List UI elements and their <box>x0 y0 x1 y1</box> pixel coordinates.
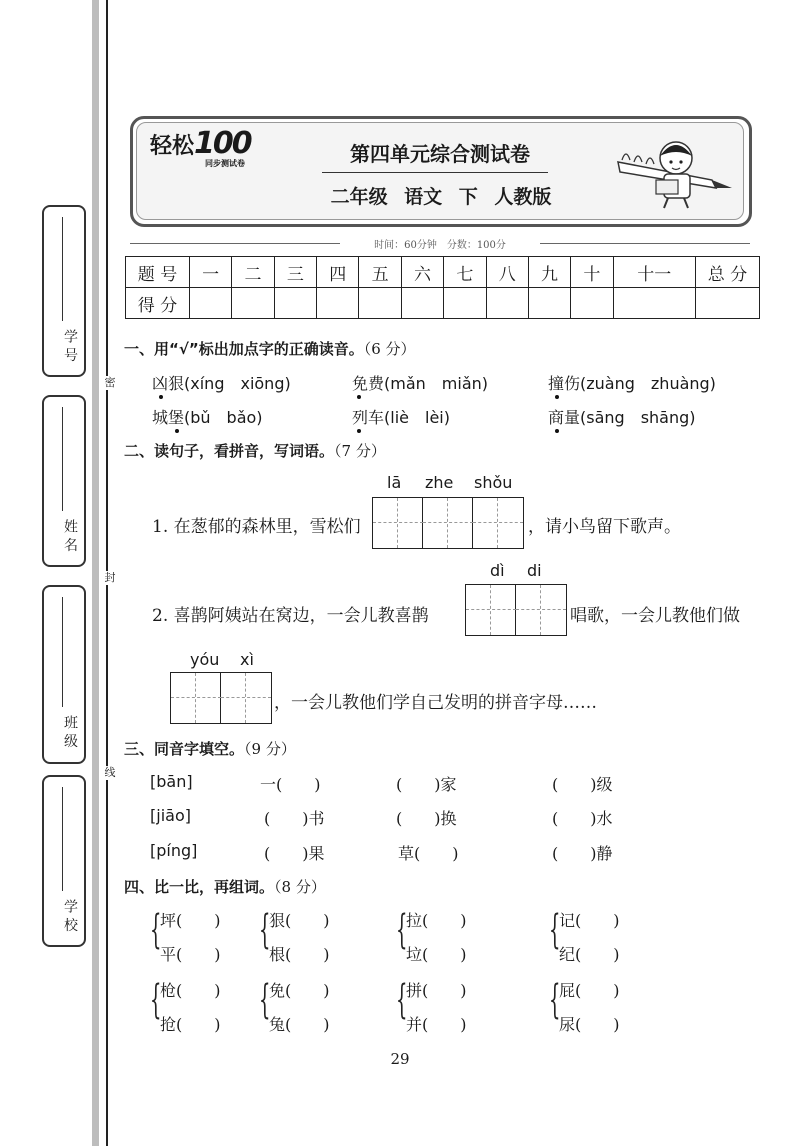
s4-item[interactable]: 平( ) <box>160 945 221 964</box>
cut-label-feng: 封 <box>104 571 116 584</box>
time-score-text: 时间：60分钟 分数：100分 <box>340 236 540 251</box>
score-table-header-row: 题 号 一 二 三 四 五 六 七 八 九 十 十一 总 分 <box>126 257 760 288</box>
q3-writing-grid[interactable] <box>170 672 272 724</box>
s4-item[interactable]: 纪( ) <box>559 945 620 964</box>
score-table <box>125 256 760 319</box>
boy-reading-illustration-icon <box>612 132 738 212</box>
s4-item[interactable]: 尿( ) <box>559 1015 620 1034</box>
score-cell[interactable] <box>317 288 359 319</box>
q3-pinyin-1: yóu <box>190 650 220 669</box>
section-3-title: 三、同音字填空。（9 分） <box>124 740 296 758</box>
q2-writing-grid[interactable] <box>465 584 567 636</box>
emphasis-dot <box>159 395 163 399</box>
blank-input[interactable]: ( )果 <box>264 844 325 863</box>
title-divider <box>322 172 548 173</box>
emphasis-dot <box>357 395 361 399</box>
blank-input[interactable]: ( )级 <box>552 775 613 794</box>
q1-writing-grid[interactable] <box>372 497 524 549</box>
logo: 轻松100 <box>150 126 251 161</box>
s1-item-1[interactable]: 凶狠(xíng xiōng) <box>152 374 291 393</box>
s4-item[interactable]: 抢( ) <box>160 1015 221 1034</box>
s1-item-4[interactable]: 城堡(bǔ bǎo) <box>152 408 263 427</box>
blank-input[interactable]: ( )家 <box>396 775 457 794</box>
score-cell[interactable] <box>190 288 232 319</box>
q3-sentence-end: ，一会儿教他们学自己发明的拼音字母…… <box>274 693 597 713</box>
time-score-line <box>130 236 750 250</box>
s4-item[interactable]: 并( ) <box>406 1015 467 1034</box>
class-field[interactable]: 班 级 <box>42 585 86 764</box>
s4-item[interactable]: 兔( ) <box>269 1015 330 1034</box>
score-table-score-row: 得 分 <box>126 288 760 319</box>
s4-item[interactable]: 狠( ) <box>269 911 330 930</box>
s1-item-5[interactable]: 列车(liè lèi) <box>352 408 450 427</box>
school-field[interactable]: 学 校 <box>42 775 86 947</box>
blank-input[interactable]: ( )静 <box>552 844 613 863</box>
q2-pinyin-2: di <box>527 561 542 580</box>
s4-item[interactable]: 拼( ) <box>406 981 467 1000</box>
section-2-title: 二、读句子，看拼音，写词语。（7 分） <box>124 442 386 460</box>
blank-input[interactable]: ( )水 <box>552 809 613 828</box>
s4-item[interactable]: 免( ) <box>269 981 330 1000</box>
s4-item[interactable]: 垃( ) <box>406 945 467 964</box>
emphasis-dot <box>555 429 559 433</box>
q1-pinyin-2: zhe <box>425 473 454 492</box>
score-cell[interactable] <box>571 288 613 319</box>
score-cell[interactable] <box>274 288 316 319</box>
name-field[interactable]: 姓 名 <box>42 395 86 567</box>
page-title: 第四单元综合测试卷 <box>350 142 530 166</box>
emphasis-dot <box>175 429 179 433</box>
binding-strip <box>92 0 99 1146</box>
q3-pinyin-2: xì <box>240 650 254 669</box>
cut-label-xian: 线 <box>104 766 116 779</box>
blank-input[interactable]: ( )换 <box>396 809 457 828</box>
s4-item[interactable]: 拉( ) <box>406 911 467 930</box>
score-cell[interactable] <box>359 288 401 319</box>
page-subtitle: 二年级 语文 下 人教版 <box>330 186 552 208</box>
logo-subtitle: 同步测试卷 <box>205 159 245 168</box>
blank-input[interactable]: ( )书 <box>264 809 325 828</box>
score-cell[interactable] <box>486 288 528 319</box>
score-cell[interactable] <box>613 288 695 319</box>
score-cell[interactable] <box>696 288 760 319</box>
section-1-title: 一、用“√”标出加点字的正确读音。（6 分） <box>124 340 416 358</box>
s4-item[interactable]: 枪( ) <box>160 981 221 1000</box>
score-cell[interactable] <box>444 288 486 319</box>
q2-sentence-start: 2. 喜鹊阿姨站在窝边，一会儿教喜鹊 <box>152 606 429 626</box>
score-cell[interactable] <box>401 288 443 319</box>
blank-input[interactable]: 草( ) <box>398 844 459 863</box>
cut-label-mi: 密 <box>104 376 116 389</box>
s1-item-3[interactable]: 撞伤(zuàng zhuàng) <box>548 374 716 393</box>
q1-pinyin-1: lā <box>387 473 402 492</box>
student-id-field[interactable]: 学 号 <box>42 205 86 377</box>
score-cell[interactable] <box>232 288 274 319</box>
emphasis-dot <box>357 429 361 433</box>
emphasis-dot <box>555 395 559 399</box>
q2-pinyin-1: dì <box>490 561 505 580</box>
s4-item[interactable]: 屁( ) <box>559 981 620 1000</box>
blank-input[interactable]: 一( ) <box>260 775 321 794</box>
q1-sentence-end: ，请小鸟留下歌声。 <box>528 517 681 537</box>
q1-pinyin-3: shǒu <box>474 473 513 492</box>
section-4-title: 四、比一比，再组词。（8 分） <box>124 878 326 896</box>
s4-item[interactable]: 记( ) <box>559 911 620 930</box>
s1-item-2[interactable]: 免费(mǎn miǎn) <box>352 374 489 393</box>
s1-item-6[interactable]: 商量(sāng shāng) <box>548 408 696 427</box>
s4-item[interactable]: 根( ) <box>269 945 330 964</box>
page-number: 29 <box>390 1050 410 1068</box>
score-cell[interactable] <box>528 288 570 319</box>
s4-item[interactable]: 坪( ) <box>160 911 221 930</box>
q1-sentence-start: 1. 在葱郁的森林里，雪松们 <box>152 517 361 537</box>
q2-sentence-end: 唱歌，一会儿教他们做 <box>570 606 740 626</box>
